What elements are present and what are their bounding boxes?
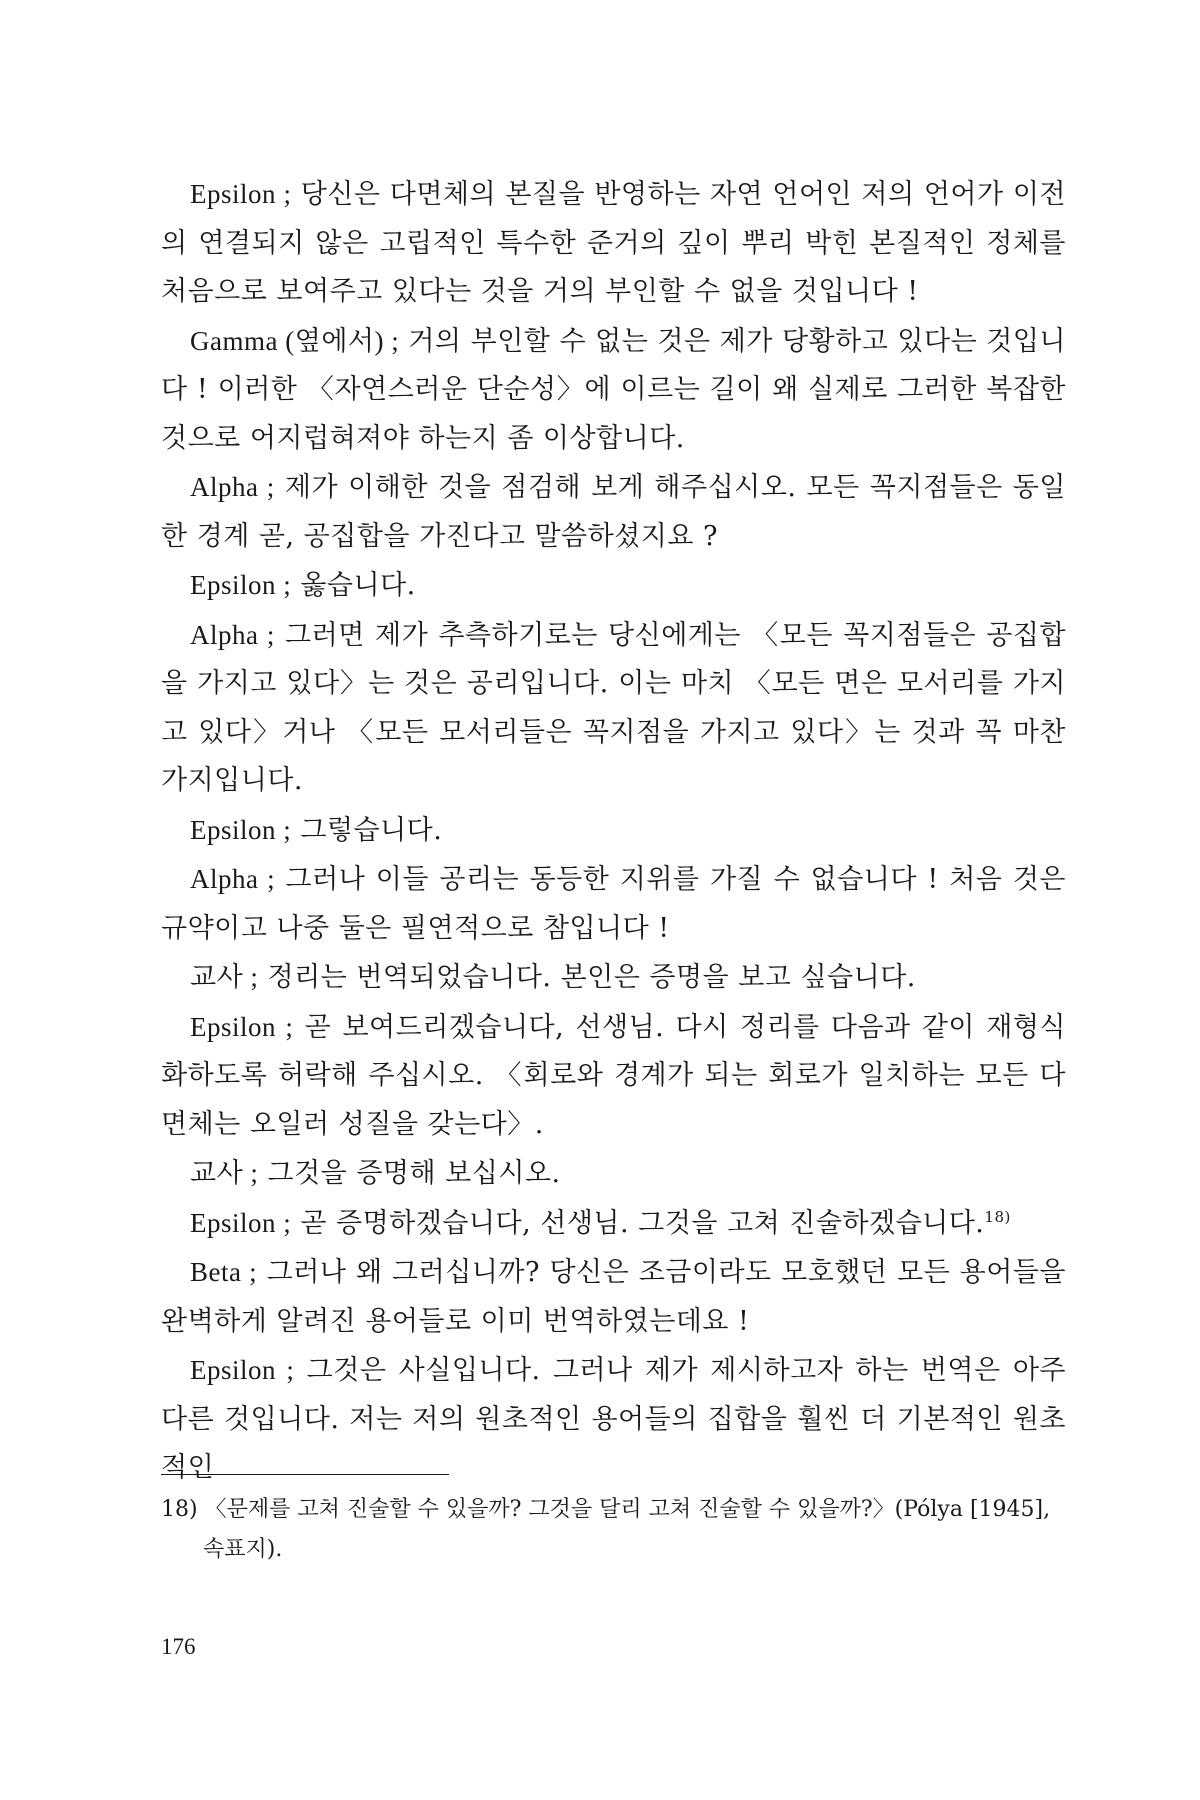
footnote-text-line2: 속표지).	[203, 1537, 283, 1562]
speaker-name: 교사 ;	[190, 962, 259, 992]
page-number: 176	[161, 1634, 196, 1659]
speaker-name: Epsilon ;	[190, 179, 292, 209]
footnote-number: 18)	[161, 1497, 198, 1522]
speaker-name: Alpha ;	[190, 619, 275, 650]
dialogue-paragraph	[161, 317, 1066, 464]
dialogue-text: 그것은 사실입니다. 그러나 제가 제시하고자 하는 번역은 아주 다른 것입니다. 저는 저의 원초적인 용어들의 집합을 훨씬 더 기본적인 원초적인	[161, 1355, 1066, 1483]
body-text	[161, 170, 1066, 1493]
footnote-text-line1: 〈문제를 고쳐 진술할 수 있을까? 그것을 달리 고쳐 진술할 수 있을까?〉(Pólya [1945],	[197, 1497, 1051, 1522]
speaker-name: Epsilon ;	[190, 570, 292, 600]
dialogue-text: 그러나 왜 그러십니까? 당신은 조금이라도 모호했던 모든 용어들을 완벽하게 알려진 용어들로 이미 번역하였는데요 !	[161, 1257, 1066, 1337]
dialogue-text: 그러면 제가 추측하기로는 당신에게는 〈모든 꼭지점들은 공집합을 가지고 있다〉는 것은 공리입니다. 이는 마치 〈모든 면은 모서리를 가지고 있다〉거나 〈모든 모서리들은 꼭지점을 가지고 있다〉는 것과 꼭 마찬가지입니다.	[161, 619, 1066, 796]
dialogue-text: 정리는 번역되었습니다. 본인은 증명을 보고 싶습니다.	[258, 962, 916, 993]
dialogue-paragraph	[161, 1149, 1066, 1199]
footnote-divider	[161, 1474, 449, 1475]
dialogue-text: 그것을 증명해 보십시오.	[258, 1158, 561, 1189]
dialogue-text: 제가 이해한 것을 점검해 보게 해주십시오. 모든 꼭지점들은 동일한 경계 곧, 공집합을 가진다고 말씀하셨지요 ?	[161, 472, 1066, 552]
dialogue-paragraph	[161, 463, 1066, 561]
dialogue-text: 곧 보여드리겠습니다, 선생님. 다시 정리를 다음과 같이 재형식화하도록 허락해 주십시오. 〈회로와 경계가 되는 회로가 일치하는 모든 다면체는 오일러 성질을 갖는다〉.	[161, 1011, 1066, 1140]
speaker-name: Alpha ;	[190, 472, 275, 502]
speaker-name: Beta ;	[190, 1257, 258, 1287]
dialogue-paragraph	[161, 1199, 1066, 1249]
speaker-name: 교사 ;	[190, 1158, 259, 1188]
dialogue-text: 곧 증명하겠습니다, 선생님. 그것을 고쳐 진술하겠습니다.	[291, 1207, 985, 1239]
dialogue-paragraph	[161, 1248, 1066, 1346]
dialogue-paragraph	[161, 1003, 1066, 1150]
dialogue-paragraph	[161, 561, 1066, 611]
dialogue-text: 그렇습니다.	[291, 814, 443, 846]
dialogue-paragraph	[161, 170, 1066, 317]
dialogue-paragraph	[161, 953, 1066, 1003]
dialogue-paragraph	[161, 1346, 1066, 1493]
dialogue-text: 옳습니다.	[291, 570, 416, 601]
dialogue-paragraph	[161, 855, 1066, 953]
footnote-reference: 18)	[984, 1207, 1011, 1226]
footnote	[161, 1490, 1066, 1570]
dialogue-paragraph	[161, 611, 1066, 806]
speaker-name: Alpha ;	[190, 864, 276, 894]
speaker-name: Epsilon ;	[190, 1207, 292, 1238]
dialogue-paragraph	[161, 806, 1066, 856]
speaker-name: Gamma (옆에서) ;	[190, 325, 400, 356]
dialogue-text: 당신은 다면체의 본질을 반영하는 자연 언어인 저의 언어가 이전의 연결되지 않은 고립적인 특수한 준거의 깊이 뿌리 박힌 본질적인 정체를 처음으로 보여주고 있다는 것을 거의 부인할 수 없을 것입니다 !	[161, 179, 1066, 307]
dialogue-text: 그러나 이들 공리는 동등한 지위를 가질 수 없습니다 ! 처음 것은 규약이고 나중 둘은 필연적으로 참입니다 !	[161, 864, 1066, 944]
speaker-name: Epsilon ;	[190, 1011, 294, 1042]
speaker-name: Epsilon ;	[190, 1355, 295, 1385]
speaker-name: Epsilon ;	[190, 814, 292, 845]
dialogue-text: 거의 부인할 수 없는 것은 제가 당황하고 있다는 것입니다 ! 이러한 〈자연스러운 단순성〉에 이르는 길이 왜 실제로 그러한 복잡한 것으로 어지럽혀져야 하는지 좀 이상합니다.	[161, 325, 1067, 454]
